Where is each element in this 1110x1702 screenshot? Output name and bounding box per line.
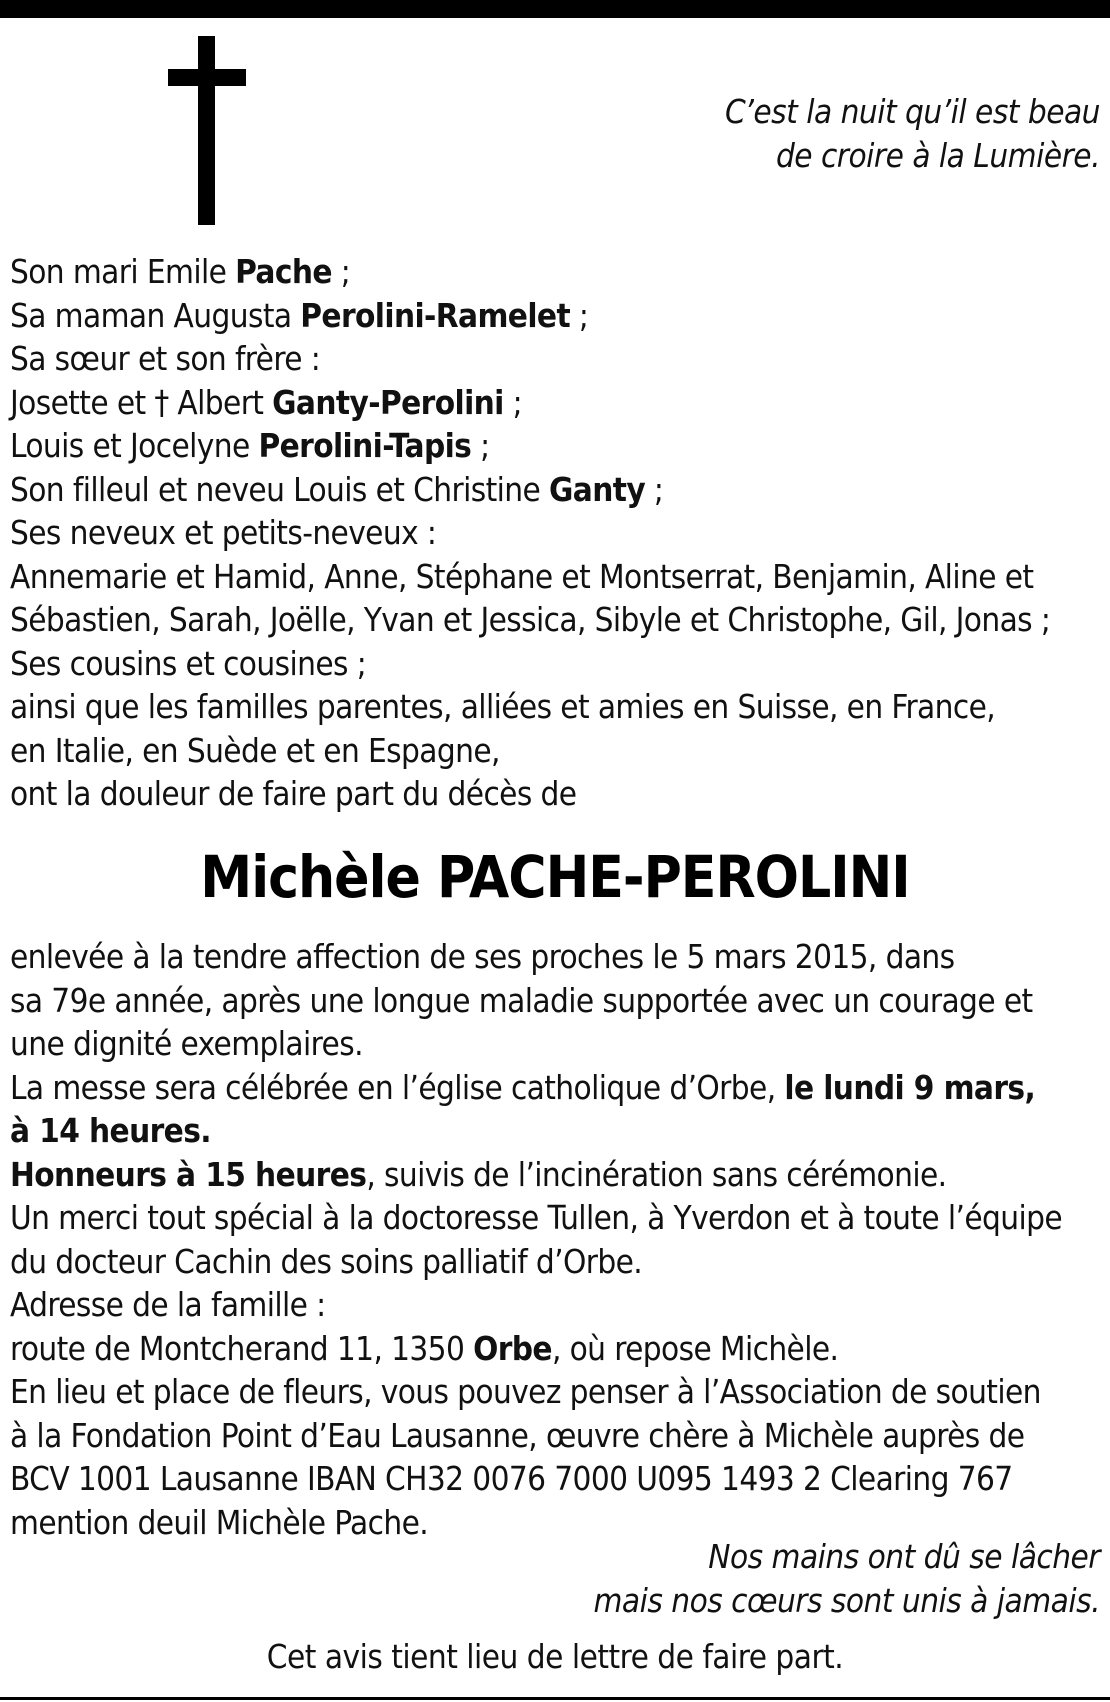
closing-quote: [593, 1535, 1100, 1622]
latin-cross-icon: [168, 36, 246, 225]
bottom-border-rule: [0, 1697, 1110, 1700]
family-line-text: Annemarie et Hamid, Anne, Stéphane et Montserrat, Benjamin, Aline et: [10, 556, 1034, 596]
body-line-bold-text: Honneurs à 15 heures: [10, 1154, 367, 1194]
family-line-text: Sa sœur et son frère :: [10, 339, 321, 378]
body-line: [10, 1196, 1100, 1240]
cross-vertical-bar: [198, 36, 215, 225]
body-line: [10, 1109, 1100, 1153]
family-line-text: ;: [471, 426, 490, 465]
top-border-rule: [0, 0, 1110, 18]
body-line-bold-text: le lundi 9 mars,: [784, 1067, 1036, 1107]
cross-horizontal-bar: [168, 69, 246, 86]
deceased-name: Michèle PACHE-PEROLINI: [200, 843, 910, 911]
body-line: [10, 1283, 1100, 1327]
family-line-text: ;: [503, 382, 522, 422]
family-line: [10, 468, 1100, 512]
body-line-text: à la Fondation Point d’Eau Lausanne, œuvre chère à Michèle auprès de: [10, 1415, 1025, 1455]
family-line: [10, 772, 1100, 816]
body-line-text: La messe sera célébrée en l’église catholique d’Orbe,: [10, 1067, 785, 1107]
opening-quote: [725, 90, 1100, 178]
body-line-text: enlevée à la tendre affection de ses proches le 5 mars 2015, dans: [10, 937, 955, 976]
body-line-bold-text: Orbe: [473, 1328, 552, 1368]
family-line: [10, 555, 1100, 599]
body-line: [10, 1066, 1100, 1110]
family-line-text: Sa maman Augusta: [10, 295, 301, 335]
body-line-bold-text: à 14 heures.: [10, 1111, 211, 1150]
family-line-text: Ses neveux et petits-neveux :: [10, 513, 437, 552]
closing-quote-line: mais nos cœurs sont unis à jamais.: [593, 1580, 1100, 1620]
opening-quote-line: de croire à la Lumière.: [775, 136, 1100, 175]
body-line-text: BCV 1001 Lausanne IBAN CH32 0076 7000 U095 1493 2 Clearing 767: [10, 1459, 1013, 1498]
body-line: [10, 1022, 1100, 1066]
family-line-text: ainsi que les familles parentes, alliées et amies en Suisse, en France,: [10, 687, 996, 726]
body-line: [10, 1327, 1100, 1371]
body-line: [10, 1240, 1100, 1284]
family-line-text: Son filleul et neveu Louis et Christine: [10, 469, 550, 509]
family-line: [10, 337, 1100, 381]
body-line: [10, 1370, 1100, 1414]
family-line: [10, 250, 1100, 294]
family-line: [10, 729, 1100, 773]
footer-note: Cet avis tient lieu de lettre de faire part.: [266, 1637, 844, 1676]
body-line: [10, 1414, 1100, 1458]
family-line-bold-text: Perolini-Tapis: [258, 426, 472, 465]
family-list: [10, 250, 1100, 816]
body-line-text: Un merci tout spécial à la doctoresse Tullen, à Yverdon et à toute l’équipe: [10, 1198, 1063, 1237]
family-line-text: ;: [645, 469, 664, 509]
family-line: [10, 642, 1100, 686]
family-line: [10, 294, 1100, 338]
family-line-text: Sébastien, Sarah, Joëlle, Yvan et Jessica, Sibyle et Christophe, Gil, Jonas ;: [10, 600, 1051, 639]
family-line: [10, 381, 1100, 425]
family-line-text: Louis et Jocelyne: [10, 426, 259, 465]
body-line-text: Adresse de la famille :: [10, 1285, 326, 1324]
body-line-text: route de Montcherand 11, 1350: [10, 1328, 474, 1368]
family-line-text: Ses cousins et cousines ;: [10, 643, 367, 683]
family-line-bold-text: Pache: [235, 252, 332, 291]
family-line: [10, 598, 1100, 642]
closing-quote-line: Nos mains ont dû se lâcher: [708, 1537, 1100, 1576]
family-line-text: ont la douleur de faire part du décès de: [10, 774, 577, 813]
body-line: [10, 979, 1100, 1023]
family-line-text: Josette et † Albert: [10, 382, 273, 422]
body-line-text: mention deuil Michèle Pache.: [10, 1502, 429, 1542]
body-line-text: , suivis de l’incinération sans cérémonie.: [366, 1154, 947, 1194]
family-line-bold-text: Perolini-Ramelet: [300, 295, 571, 335]
family-line: [10, 424, 1100, 468]
family-line-bold-text: Ganty: [549, 469, 646, 509]
body-line: [10, 935, 1100, 979]
announcement-body: [10, 935, 1100, 1544]
body-line-text: , où repose Michèle.: [551, 1328, 839, 1368]
family-line: [10, 685, 1100, 729]
body-line: [10, 1457, 1100, 1501]
family-line: [10, 511, 1100, 555]
body-line-text: du docteur Cachin des soins palliatif d’Orbe.: [10, 1241, 643, 1281]
body-line: [10, 1153, 1100, 1197]
body-line-text: En lieu et place de fleurs, vous pouvez penser à l’Association de soutien: [10, 1372, 1041, 1411]
opening-quote-line: C’est la nuit qu’il est beau: [724, 92, 1100, 131]
family-line-bold-text: Ganty-Perolini: [272, 382, 504, 422]
family-line-text: ;: [570, 295, 589, 335]
family-line-text: en Italie, en Suède et en Espagne,: [10, 730, 500, 770]
body-line-text: une dignité exemplaires.: [10, 1024, 363, 1063]
family-line-text: ;: [331, 252, 351, 291]
body-line-text: sa 79e année, après une longue maladie supportée avec un courage et: [10, 980, 1033, 1020]
family-line-text: Son mari Emile: [10, 252, 236, 291]
